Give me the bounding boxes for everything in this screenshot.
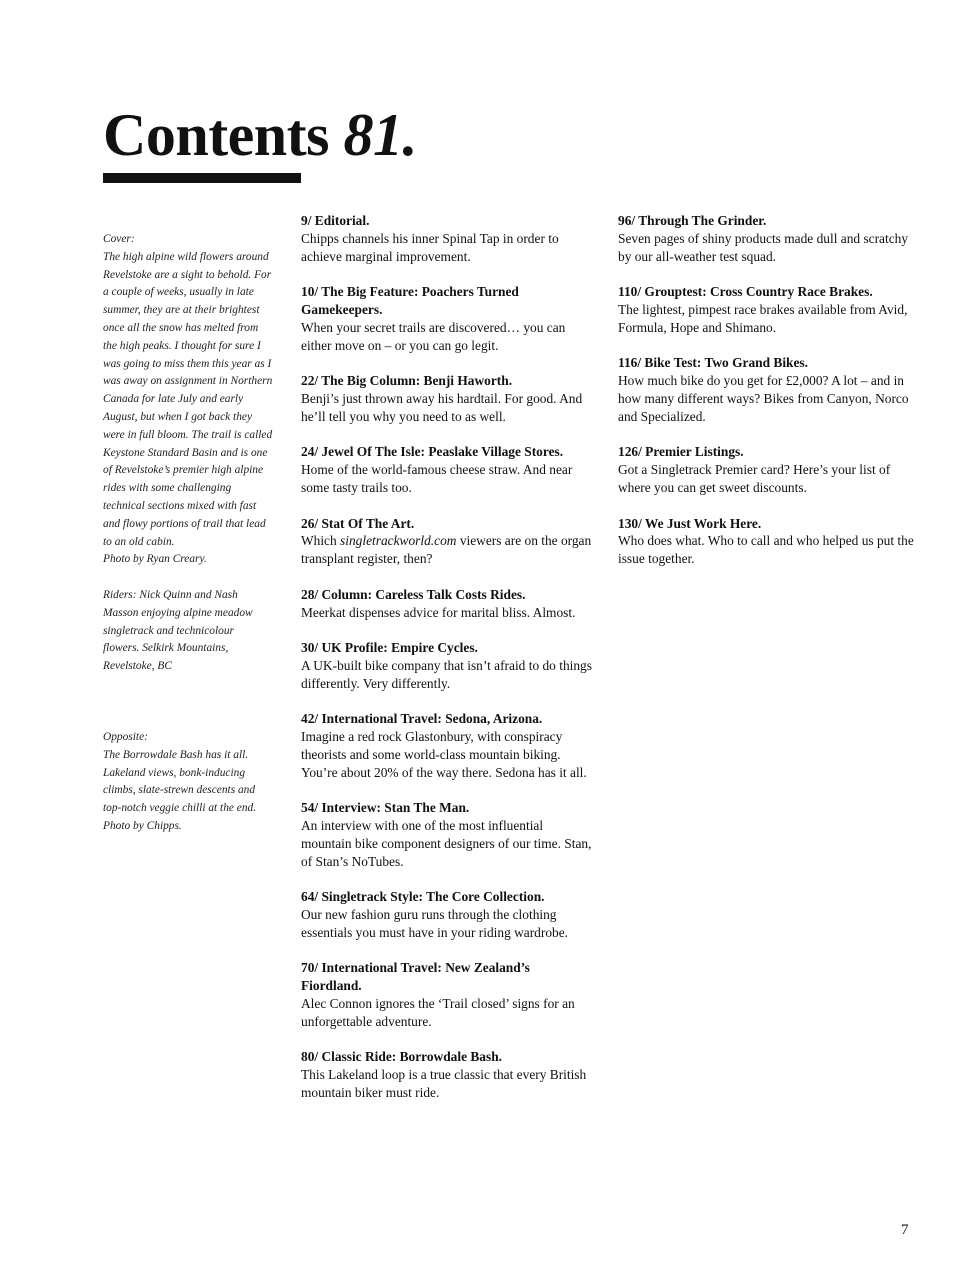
entry-heading: 30/ UK Profile: Empire Cycles. bbox=[301, 640, 478, 656]
entry-description: The lightest, pimpest race brakes available from Avid, Formula, Hope and Shimano. bbox=[618, 301, 908, 335]
contents-entry[interactable] bbox=[301, 710, 593, 781]
contents-entry[interactable] bbox=[618, 515, 918, 568]
entry-heading: 24/ Jewel Of The Isle: Peaslake Village Stores. bbox=[301, 444, 564, 460]
entry-heading: 70/ International Travel: New Zealand’s Fiordland. bbox=[301, 960, 530, 994]
contents-entry[interactable] bbox=[301, 888, 593, 941]
entry-heading: 80/ Classic Ride: Borrowdale Bash. bbox=[301, 1049, 502, 1065]
entry-description: This Lakeland loop is a true classic that every British mountain biker must ride. bbox=[301, 1067, 587, 1101]
contents-entry[interactable] bbox=[301, 799, 593, 870]
cover-caption-label: Cover: bbox=[103, 233, 135, 245]
contents-entry[interactable] bbox=[618, 283, 918, 336]
entry-description: Imagine a red rock Glastonbury, with conspiracy theorists and some world-class mountain biking. You’re about 20% of the way there. Sedona has it all. bbox=[301, 729, 587, 780]
entry-description: When your secret trails are discovered… you can either move on – or you can go legit. bbox=[301, 319, 566, 353]
entry-heading: 64/ Singletrack Style: The Core Collection. bbox=[301, 889, 545, 905]
page-title bbox=[103, 100, 417, 170]
contents-entry[interactable] bbox=[301, 959, 593, 1030]
entry-description: A UK-built bike company that isn’t afraid to do things differently. Very differently. bbox=[301, 657, 592, 691]
entry-description: Got a Singletrack Premier card? Here’s your list of where you can get sweet discounts. bbox=[618, 462, 891, 495]
entry-description: How much bike do you get for £2,000? A lot – and in how many different ways? Bikes from Canyon, Norco and Specialized. bbox=[618, 373, 909, 424]
cover-caption-text: The high alpine wild flowers around Revelstoke are a sight to behold. For a couple of weeks, usually in late summer, they are at their brightest once all the snow has melted from the high peaks. I thought for sure I was going to miss them this year as I was away on assignment in Northern Canada for late July and early August, but when I got back they were in full bloom. The trail is called Keystone Standard Basin and is one of Revelstoke’s premier high alpine rides with some challenging technical sections mixed with fast and flowy portions of trail that lead to an old cabin. bbox=[103, 250, 273, 548]
contents-entry[interactable] bbox=[301, 639, 593, 692]
riders-caption-text: Riders: Nick Quinn and Nash Masson enjoying alpine meadow singletrack and technicolour flowers. Selkirk Mountains, Revelstoke, BC bbox=[103, 588, 253, 673]
opposite-caption-credit: Photo by Chipps. bbox=[103, 819, 182, 832]
title-underline-bar bbox=[103, 173, 301, 183]
contents-entry[interactable] bbox=[301, 212, 593, 265]
entry-description: Alec Connon ignores the ‘Trail closed’ signs for an unforgettable adventure. bbox=[301, 996, 575, 1029]
entry-heading: 130/ We Just Work Here. bbox=[618, 515, 762, 531]
entry-description: Meerkat dispenses advice for marital bliss. Almost. bbox=[301, 604, 576, 620]
entry-heading: 26/ Stat Of The Art. bbox=[301, 515, 415, 531]
contents-entry[interactable] bbox=[301, 283, 593, 354]
cover-caption-credit: Photo by Ryan Creary. bbox=[103, 553, 207, 566]
photo-captions bbox=[103, 231, 273, 854]
contents-column-middle bbox=[301, 212, 593, 1120]
entry-heading: 116/ Bike Test: Two Grand Bikes. bbox=[618, 355, 808, 371]
cover-caption bbox=[103, 231, 273, 569]
entry-heading: 54/ Interview: Stan The Man. bbox=[301, 800, 470, 816]
desc-text-post: viewers are on the organ transplant register, then? bbox=[301, 533, 592, 567]
contents-column-right bbox=[618, 212, 918, 586]
entry-heading: 42/ International Travel: Sedona, Arizona. bbox=[301, 711, 543, 727]
website-name: singletrackworld.com bbox=[340, 533, 457, 549]
opposite-caption bbox=[103, 729, 273, 836]
entry-heading: 22/ The Big Column: Benji Haworth. bbox=[301, 373, 513, 389]
entry-description: Seven pages of shiny products made dull and scratchy by our all-weather test squad. bbox=[618, 230, 909, 264]
desc-text-pre: Which bbox=[301, 533, 341, 549]
contents-entry[interactable] bbox=[301, 372, 593, 425]
entry-description: An interview with one of the most influential mountain bike component designers of our time. Stan, of Stan’s NoTubes. bbox=[301, 818, 592, 869]
entry-description bbox=[301, 532, 593, 568]
contents-entry[interactable] bbox=[301, 443, 593, 496]
entry-description: Home of the world-famous cheese straw. And near some tasty trails too. bbox=[301, 462, 573, 495]
contents-entry[interactable] bbox=[301, 586, 593, 622]
entry-heading: 110/ Grouptest: Cross Country Race Brakes. bbox=[618, 284, 873, 300]
entry-heading: 9/ Editorial. bbox=[301, 213, 370, 228]
entry-description: Chipps channels his inner Spinal Tap in order to achieve marginal improvement. bbox=[301, 230, 559, 264]
entry-description: Our new fashion guru runs through the clothing essentials you must have in your riding wardrobe. bbox=[301, 907, 569, 940]
contents-entry[interactable] bbox=[301, 1048, 593, 1101]
contents-entry[interactable] bbox=[618, 443, 918, 496]
page-number: 7 bbox=[901, 1222, 909, 1238]
contents-entry[interactable] bbox=[618, 212, 918, 265]
contents-entry[interactable] bbox=[618, 354, 918, 425]
title-word: Contents bbox=[103, 102, 330, 168]
contents-entry[interactable] bbox=[301, 515, 593, 568]
entry-heading: 126/ Premier Listings. bbox=[618, 444, 744, 460]
opposite-caption-text: The Borrowdale Bash has it all. Lakeland views, bonk-inducing climbs, slate-strewn descents and top-notch veggie chilli at the end. bbox=[103, 748, 257, 815]
entry-description: Benji’s just thrown away his hardtail. For good. And he’ll tell you why you need to as well. bbox=[301, 390, 583, 424]
entry-heading: 96/ Through The Grinder. bbox=[618, 213, 767, 228]
issue-number: 81. bbox=[343, 102, 418, 168]
entry-description: Who does what. Who to call and who helped us put the issue together. bbox=[618, 533, 914, 567]
riders-caption bbox=[103, 587, 273, 676]
entry-heading: 10/ The Big Feature: Poachers Turned Gamekeepers. bbox=[301, 284, 519, 317]
entry-heading: 28/ Column: Careless Talk Costs Rides. bbox=[301, 586, 526, 602]
opposite-caption-label: Opposite: bbox=[103, 730, 148, 743]
